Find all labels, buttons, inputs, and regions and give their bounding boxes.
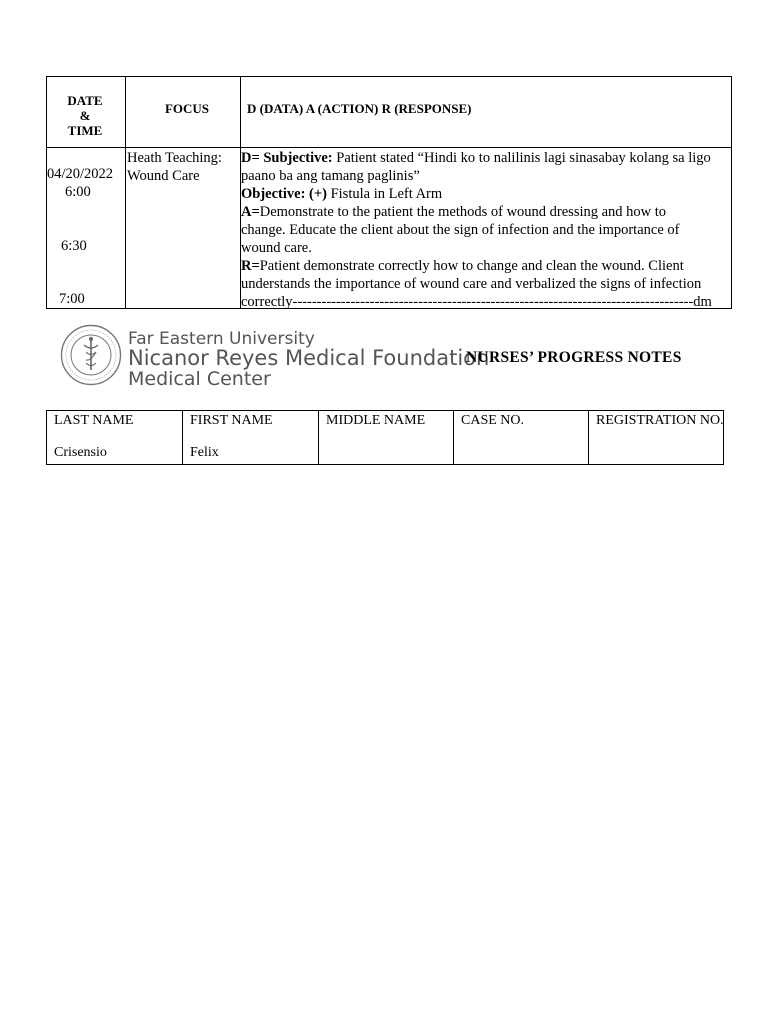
entry-time: 6:00: [65, 184, 91, 200]
registration-no-cell: [588, 411, 723, 464]
header-focus: FOCUS: [164, 101, 210, 116]
case-no-cell: [453, 411, 589, 464]
subjective-line: paano ba ang tamang paglinis”: [241, 168, 420, 184]
header-date-time: DATE & TIME: [67, 93, 103, 138]
patient-info-table: [46, 410, 724, 465]
middle-name-cell: [318, 411, 454, 464]
org-name-line: Nicanor Reyes Medical Foundation: [128, 346, 490, 370]
university-seal-icon: [60, 324, 122, 386]
entry-dar: [241, 149, 733, 311]
entry-time: 6:30: [61, 238, 87, 254]
entry-time: 7:00: [59, 291, 85, 307]
case-no-label: CASE NO.: [461, 413, 525, 428]
org-name-line: Medical Center: [128, 368, 271, 390]
last-name-label: LAST NAME: [54, 413, 134, 428]
last-name-cell: [47, 411, 183, 464]
last-name-value: Crisensio: [54, 445, 107, 460]
first-name-cell: [182, 411, 318, 464]
response-line: understands the importance of wound care and verbalized the signs of infection: [241, 276, 702, 292]
action-line: A=Demonstrate to the patient the methods of wound dressing and how to: [241, 204, 667, 220]
response-line: correctly-----------------------------------------------------------------------------------dm: [241, 294, 712, 310]
objective-line: Objective: (+) Fistula in Left Arm: [241, 186, 443, 202]
middle-name-label: MIDDLE NAME: [326, 413, 426, 428]
institution-logo: [58, 322, 490, 390]
progress-notes-table: [46, 76, 732, 309]
action-line: change. Educate the client about the sign of infection and the importance of: [241, 222, 680, 238]
response-line: R=Patient demonstrate correctly how to change and clean the wound. Client: [241, 258, 684, 274]
action-line: wound care.: [241, 240, 312, 256]
column-divider: [125, 77, 126, 308]
header-divider: [47, 147, 731, 148]
org-name-line: Far Eastern University: [128, 329, 315, 349]
first-name-value: Felix: [190, 445, 219, 460]
entry-focus: Heath Teaching: Wound Care: [127, 150, 222, 184]
registration-no-label: REGISTRATION NO.: [596, 413, 724, 428]
header-dar: D (DATA) A (ACTION) R (RESPONSE): [247, 101, 472, 116]
first-name-label: FIRST NAME: [190, 413, 273, 428]
entry-date: 04/20/2022: [47, 166, 114, 182]
subjective-line: D= Subjective: Patient stated “Hindi ko to nalilinis lagi sinasabay kolang sa ligo: [241, 150, 711, 166]
document-title: NURSES’ PROGRESS NOTES: [466, 349, 682, 366]
